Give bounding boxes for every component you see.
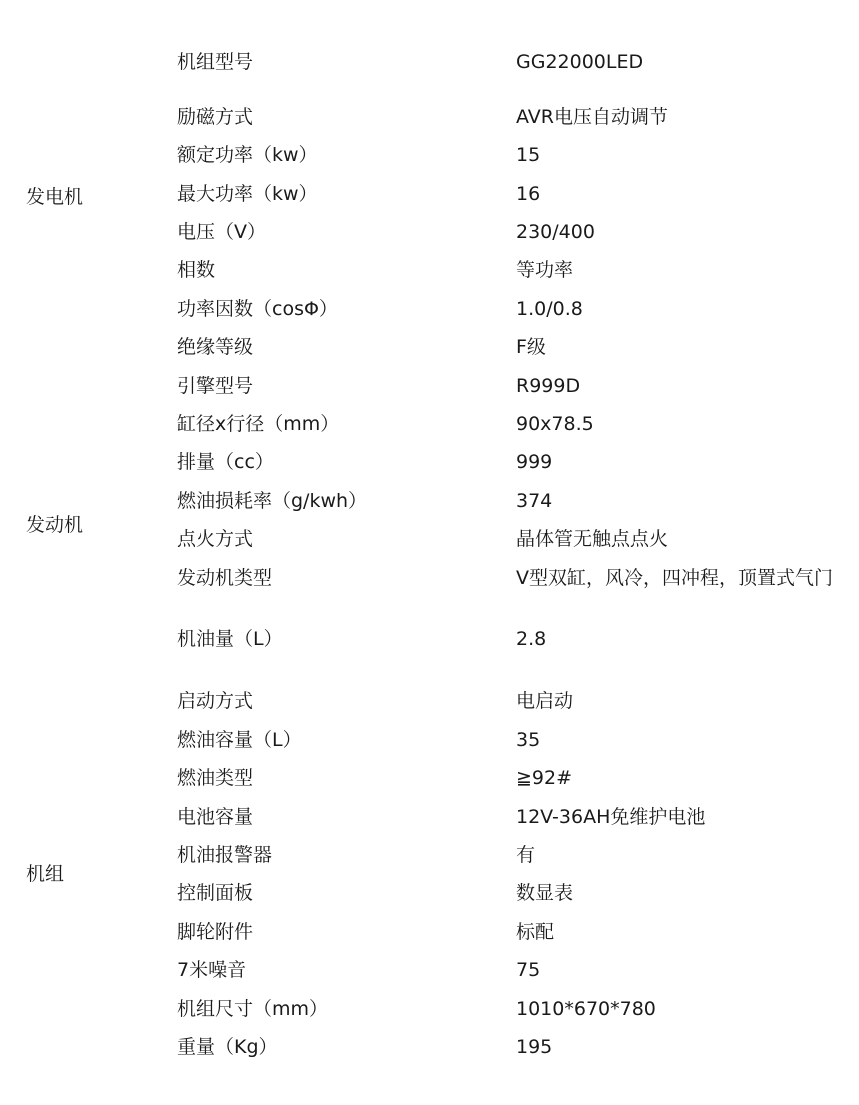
param-value: F级: [516, 336, 546, 358]
param-name: 电压（V）: [177, 221, 266, 243]
param-name: 相数: [177, 259, 216, 281]
spec-row: [0, 566, 859, 590]
param-value: 2.8: [516, 628, 547, 650]
spec-row: [0, 412, 859, 436]
param-name: 发动机类型: [177, 567, 273, 589]
param-name: 重量（Kg）: [177, 1036, 278, 1058]
spec-row: [0, 50, 859, 74]
section-label-engine: 发动机: [26, 514, 84, 536]
param-name: 励磁方式: [177, 106, 254, 128]
param-name: 燃油容量（L）: [177, 729, 302, 751]
param-value: 16: [516, 183, 541, 205]
param-name: 缸径x行径（mm）: [177, 413, 340, 435]
param-value: V型双缸，风冷，四冲程，顶置式气门: [516, 567, 833, 589]
spec-row: [0, 105, 859, 129]
spec-row: [0, 527, 859, 551]
spec-row: [0, 881, 859, 905]
spec-row: [0, 627, 859, 651]
param-value: 数显表: [516, 882, 574, 904]
param-value: GG22000LED: [516, 51, 644, 73]
spec-row: [0, 689, 859, 713]
param-value: 1010*670*780: [516, 998, 656, 1020]
spec-row: [0, 843, 859, 867]
spec-row: [0, 297, 859, 321]
param-name: 控制面板: [177, 882, 254, 904]
param-name: 启动方式: [177, 690, 254, 712]
spec-row: [0, 728, 859, 752]
param-value: AVR电压自动调节: [516, 106, 668, 128]
section-label-generator: 发电机: [26, 186, 84, 208]
spec-row: [0, 920, 859, 944]
param-name: 燃油类型: [177, 767, 254, 789]
param-value: 12V-36AH免维护电池: [516, 806, 706, 828]
spec-row: [0, 997, 859, 1021]
spec-row: [0, 958, 859, 982]
spec-row: [0, 450, 859, 474]
param-value: 75: [516, 959, 541, 981]
spec-row: [0, 805, 859, 829]
param-value: 90x78.5: [516, 413, 594, 435]
section-label-unit: 机组: [26, 863, 65, 885]
param-name: 7米噪音: [177, 959, 247, 981]
param-name: 机组型号: [177, 51, 254, 73]
param-value: 1.0/0.8: [516, 298, 583, 320]
spec-row: [0, 143, 859, 167]
spec-row: [0, 766, 859, 790]
param-value: 晶体管无触点点火: [516, 528, 669, 550]
spec-row: [0, 182, 859, 206]
param-name: 机油报警器: [177, 844, 273, 866]
param-value: 有: [516, 844, 536, 866]
spec-row: [0, 335, 859, 359]
param-name: 引擎型号: [177, 375, 254, 397]
param-value: 15: [516, 144, 541, 166]
param-value: ≧92#: [516, 767, 573, 789]
param-value: 999: [516, 451, 553, 473]
param-name: 燃油损耗率（g/kwh）: [177, 490, 368, 512]
param-name: 机油量（L）: [177, 628, 283, 650]
spec-row: [0, 258, 859, 282]
param-value: 35: [516, 729, 541, 751]
param-name: 脚轮附件: [177, 921, 254, 943]
param-value: 标配: [516, 921, 555, 943]
param-name: 机组尺寸（mm）: [177, 998, 329, 1020]
param-value: 等功率: [516, 259, 574, 281]
param-value: 374: [516, 490, 553, 512]
spec-row: [0, 374, 859, 398]
param-value: 电启动: [516, 690, 574, 712]
param-name: 最大功率（kw）: [177, 183, 318, 205]
spec-row: [0, 220, 859, 244]
param-name: 排量（cc）: [177, 451, 274, 473]
param-value: 195: [516, 1036, 553, 1058]
param-value: R999D: [516, 375, 581, 397]
param-name: 绝缘等级: [177, 336, 254, 358]
param-value: 230/400: [516, 221, 595, 243]
param-name: 电池容量: [177, 806, 254, 828]
spec-row: [0, 1035, 859, 1059]
spec-row: [0, 489, 859, 513]
param-name: 点火方式: [177, 528, 254, 550]
param-name: 功率因数（cosΦ）: [177, 298, 338, 320]
param-name: 额定功率（kw）: [177, 144, 318, 166]
